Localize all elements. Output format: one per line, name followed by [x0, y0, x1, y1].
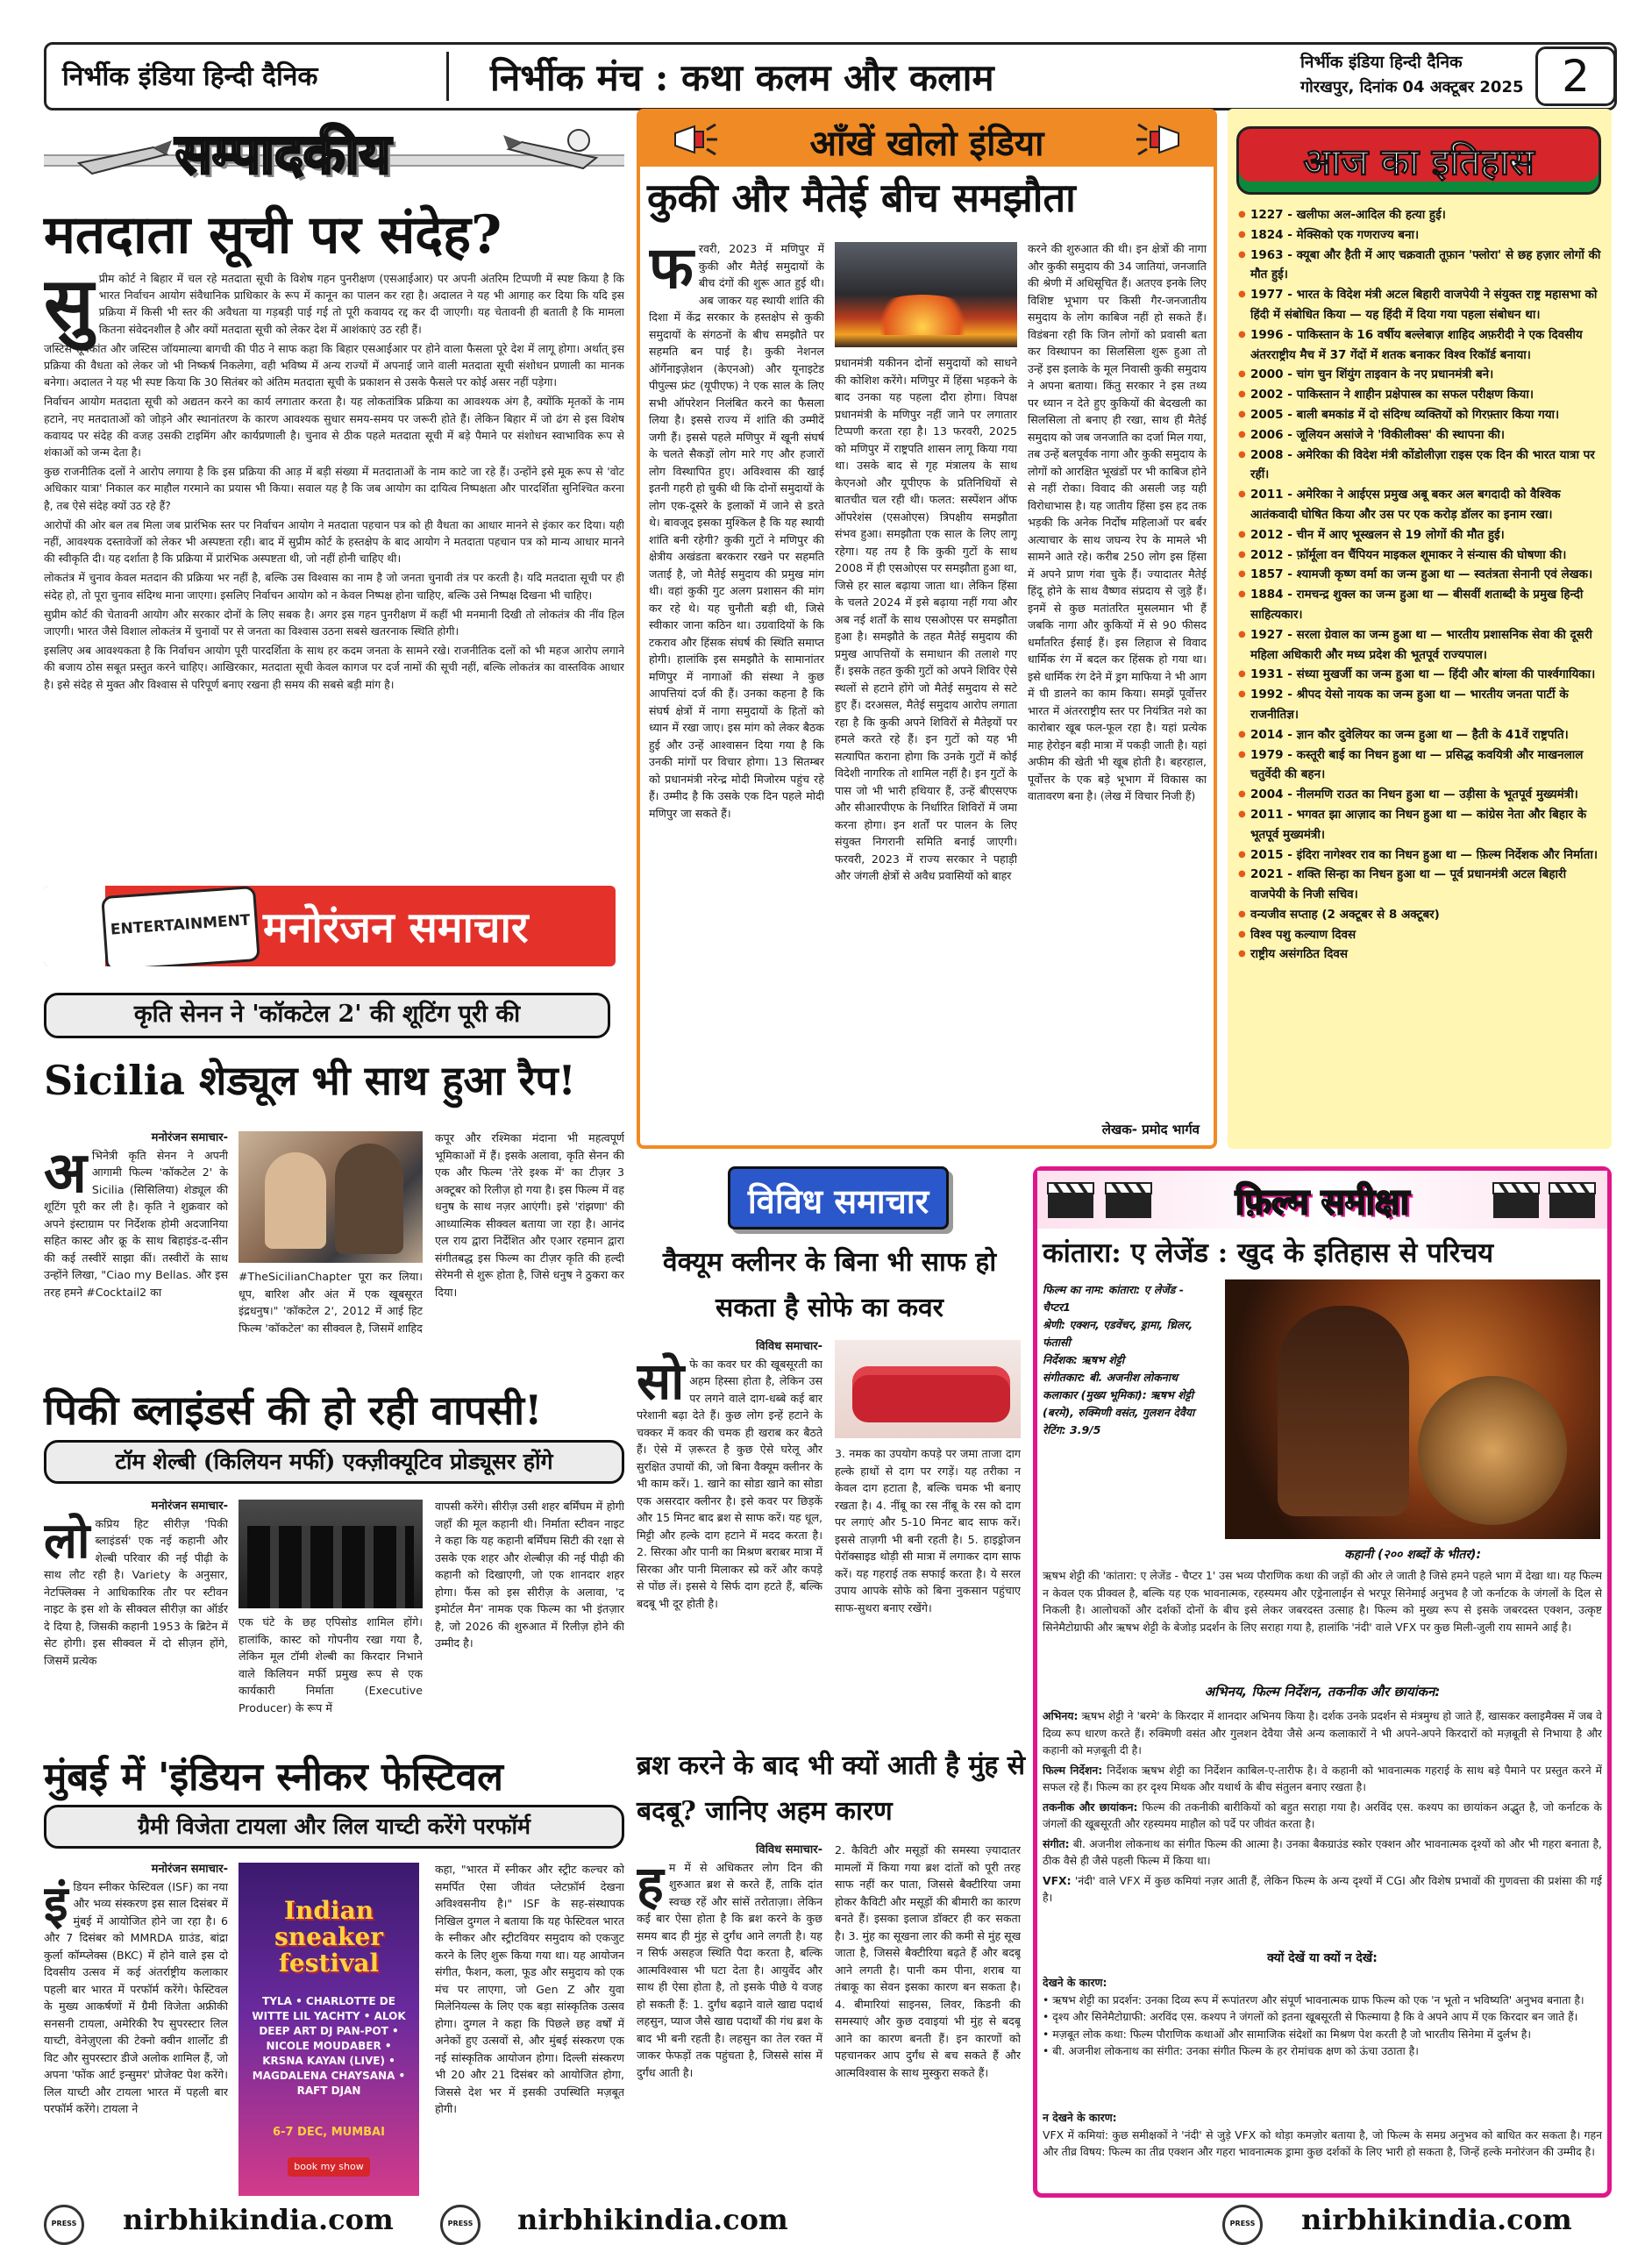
film-skip-text: VFX में कमियां: कुछ समीक्षकों ने 'नंदी' से जुड़े VFX को थोड़ा कमज़ोर बताया है, जो फिल्म के समग्र अनुभव को बाधित कर सकता है। गहन और तीव्र विषय: फिल्म का तीव्र एक्शन और गहरा भावनात्मक ड्रामा कुछ दर्शकों के लिए भारी हो सकता है, जिन्हें हल्के मनोरंजन की उम्मीद है।	[1043, 2127, 1602, 2158]
megaphone-icon-right	[1136, 121, 1182, 158]
film-watch-item: • दृश्य और सिनेमैटोग्राफी: अरविंद एस. कश्यप ने जंगलों को इतना खूबसूरती से फिल्माया है कि वे अपने आप में एक किरदार बन जाते हैं।	[1043, 2010, 1578, 2023]
entertainment-story3-dropcap: इं	[44, 1874, 68, 1933]
clapperboard-icon-left2	[1102, 1180, 1155, 1220]
masthead-center-title: निर्भीक मंच : कथा कलम और कलाम	[490, 56, 994, 99]
vividh-banner-title: विविध समाचार	[747, 1181, 929, 1221]
film-why-label: क्यों देखें या क्यों न देखें:	[1267, 1951, 1378, 1965]
film-skip	[1043, 2109, 1602, 2193]
masthead-divider	[446, 52, 449, 101]
history-item: ● 1963 - क्यूबा और हैती में आए चक्रवाती तूफ़ान 'फ्लोरा' से छह हज़ार लोगों की मौत हुई।	[1238, 246, 1605, 286]
photo-person-b	[335, 1144, 403, 1254]
ankhen-headline: कुकी और मैतेई बीच समझौता	[647, 175, 1076, 221]
entertainment-banner-title: मनोरंजन समाचार	[263, 903, 529, 952]
vividh-story1-dropcap: सो	[637, 1351, 685, 1411]
history-list	[1238, 205, 1605, 965]
footer-site-right[interactable]: nirbhikindia.com	[1301, 2203, 1572, 2236]
editorial-banner: सम्पादकीय	[175, 122, 391, 186]
history-item: ● 2008 - अमेरिका की विदेश मंत्री कोंडोलीज़ा राइस एक दिन की भारत यात्रा पर रहीं।	[1238, 445, 1605, 486]
entertainment-story3-subhead: ग्रैमी विजेता टायला और लिल याच्टी करेंगे परफॉर्म	[44, 1805, 624, 1849]
history-item: ● वन्यजीव सप्ताह (2 अक्टूबर से 8 अक्टूबर)	[1238, 905, 1605, 925]
film-headline: कांतारा: ए लेजेंड : खुद के इतिहास से परिचय	[1043, 1237, 1494, 1269]
vividh-story2-dropcap: ह	[637, 1854, 664, 1914]
clapperboard-icon-right2	[1546, 1180, 1599, 1220]
ankhen-col3: करने की शुरुआत की थी। इन क्षेत्रों की नागा और कुकी समुदाय की 34 जातियां, जनजाति की श्रेणी में अधिसूचित हैं। अतएव इनके लिए विशिष्ट भूभाग पर किसी गैर-जनजातीय समुदाय के लोग काबिज नहीं हो सकते हैं। विडंबना रही कि जिन लोगों को प्रवासी बता कर विस्थापन का सिलसिला शुरू हुआ तो उन्हें इस इलाके के मूल निवासी कुकी समुदाय ने अपना बताया। किंतु सरकार ने इस तथ्य पर ध्यान न देते हुए कुकियों की बेदखली का सिलसिला तो बनाए ही रखा, साथ ही मैतेई समुदाय को जब जनजाति का दर्जा मिल गया, तब उन्हें बलपूर्वक नागा और कुकी समुदाय के लोगों को आरक्षित भूखंडों पर भी काबिज होने से नहीं रोका। विवाद की असली जड़ यही विरोधाभास है। यह जातीय हिंसा इस हद तक भड़की कि अनेक निर्दोष महिलाओं पर बर्बर अत्याचार के साथ जघन्य रेप के मामले भी सामने आते रहे। करीब 250 लोग इस हिंसा में अपने प्राण गंवा चुके हैं। ज्यादातर मैतेई हिंदू होने के साथ वैष्णव संप्रदाय से जुड़े हैं। इनमें से कुछ मतांतरित मुसलमान भी हैं जबकि नागा और कुकियों में से 90 फीसद धर्मांतरित ईसाई हैं। इस लिहाज से विवाद धार्मिक रंग में बदल कर हिंसक हो गया था। इसे धार्मिक रंग देने में ड्रग माफिया ने भी आग में घी डालने का काम किया। समझें पूर्वोत्तर भारत में अंतरराष्ट्रीय स्तर पर नियंत्रित नशे का कारोबार खूब फल-फूल रहा है। यहां प्रत्येक माह हेरोइन बड़ी मात्रा में पकड़ी जाती है। यहां अफीम की खेती भी खूब होती है। बहरहाल, पूर्वोत्तर के एक बड़े भूभाग में विकास का वातावरण बना है। (लेख में विचार निजी हैं)	[1028, 242, 1207, 802]
photo-silhouettes	[247, 1526, 414, 1608]
film-para-acting: अभिनय: ऋषभ शेट्टी ने 'बरमे' के किरदार में शानदार अभिनय किया है। दर्शक उनके प्रदर्शन से मंत्रमुग्ध हो जाते हैं, खासकर क्लाइमैक्स में जब वे दिव्य रूप धारण करते हैं। रुक्मिणी वसंत और गुलशन देवैया जैसे अन्य कलाकारों ने भी अपने-अपने किरदारों को मज़बूती से निभाया है और कहानी को मज़बूती दी है।	[1043, 1709, 1602, 1757]
film-para-music: संगीत: बी. अजनीश लोकनाथ का संगीत फिल्म की आत्मा है। उनका बैकग्राउंड स्कोर एक्शन और भावनात्मक दृश्यों को और भी गहरा बनाता है, ठीक वैसे ही जैसे पहली फिल्म में किया था।	[1043, 1836, 1602, 1867]
entertainment-story2-col3: वापसी करेंगे। सीरीज़ उसी शहर बर्मिंघम में होगी जहाँ की मूल कहानी थी। निर्माता स्टीवन नाइट ने कहा कि यह कहानी बर्मिंघम सिटी की रक्षा से उसके एक शहर और शेल्बीज़ की नई पीढ़ी की कहानी को दिखाएगी, जो एक शानदार शहर होगा। फैंस को इस सीरीज़ के अलावा, 'द इमोर्टल मैन' नामक एक फिल्म का भी इंतज़ार है, जो 2026 की शुरुआत में रिलीज़ होने की उम्मीद है।	[435, 1500, 624, 1650]
ankhen-col1: फ रवरी, 2023 में मणिपुर में कुकी और मैतेई समुदायों के बीच दंगों की शुरू आत हुई थी। अब जाकर यह स्थायी शांति की दिशा में केंद्र सरकार के हस्तक्षेप से कुकी समुदायों के संगठनों के बीच समझौते पर सहमति बन पाई है। कुकी नेशनल ऑर्गेनाइज़ेशन (केएनओ) और यूनाइटेड पीपुल्स फ्रंट (यूपीएफ) ने एक साल के लिए सभी ऑपरेशन निलंबित करने का फैसला लिया है। इससे राज्य में शांति की उम्मीदें जगी हैं। इससे पहले मणिपुर में खूनी संघर्ष के चलते सैकड़ों लोग मारे गए और हजारों लोग विस्थापित हुए। अविश्वास की खाई इतनी गहरी हो चुकी थी कि दोनों समुदायों के लोग एक-दूसरे के इलाकों में जाने से डरते थे। बावजूद इसका मुश्किल है कि यह स्थायी शांति बनी रहेगी? कुकी गुटों ने मणिपुर की क्षेत्रीय अखंडता बरकरार रखने पर सहमति जताई है, जो मैतेई समुदाय की प्रमुख मांग थी। वहां कुकी गुट अलग प्रशासन की मांग कर रहे थे। यह चुनौती बड़ी थी, जिसे स्वीकार जाना कठिन था। उग्रवादियों के कि टकराव और हिंसक संघर्ष की स्थिति समाप्त होगी। हालांकि इस समझौते के सामानांतर मणिपुर में नागाओं की संस्था ने कुछ आपत्तियां दर्ज की हैं। उनका कहना है कि संघर्ष क्षेत्रों में नागा समुदायों के हितों को ध्यान में रखा जाए। इस मांग को लेकर बैठक हुई और उन्हें आश्वासन दिया गया है कि उनकी मांगों पर विचार होगा। 13 सितम्बर को प्रधानमंत्री नरेन्द्र मोदी मिजोरम पहुंच रहे हैं। उम्मीद है कि उसके एक दिन पहले मोदी मणिपुर जा सकते हैं।	[649, 240, 824, 820]
film-watch	[1043, 1974, 1602, 2106]
photo-person-a	[265, 1152, 326, 1249]
entertainment-story2-headline: पिकी ब्लाइंडर्स की हो रही वापसी!	[44, 1386, 543, 1434]
history-item: ● 2002 - पाकिस्तान ने शाहीन प्रक्षेपास्त्र का सफल परीक्षण किया।	[1238, 385, 1605, 405]
history-item: ● 1992 - श्रीपद येसो नायक का जन्म हुआ था — भारतीय जनता पार्टी के राजनीतिज्ञ।	[1238, 685, 1605, 725]
editorial-paragraph: निर्वाचन आयोग मतदाता सूची को अद्यतन करने का कार्य लगातार करता है। यह लोकतांत्रिक प्रक्रिया का आवश्यक अंग है, क्योंकि मृतकों के नाम हटाने, नए मतदाताओं को जोड़ने और स्थानांतरण के कारण आवश्यक सुधार समय-समय पर जरूरी होते हैं। लेकिन बिहार में जो ढंग से इस विशेष कवायद पर संदेह की वजह उसकी टाइमिंग और कार्यप्रणाली है। चुनाव से ठीक पहले मतदाता सूची में बड़े पैमाने पर संशोधन स्वाभाविक रूप से शंकाओं को जन्म देता है।	[44, 395, 624, 460]
history-item: ● 2011 - भगवत झा आज़ाद का निधन हुआ था — कांग्रेस नेता और बिहार के भूतपूर्व मुख्यमंत्री।	[1238, 805, 1605, 845]
entertainment-story2-subhead: टॉम शेल्बी (किलियन मर्फी) एक्ज़ीक्यूटिव प्रोड्यूसर होंगे	[44, 1440, 624, 1484]
masthead-left-title: निर्भीक इंडिया हिन्दी दैनिक	[62, 61, 318, 92]
history-item: ● 2011 - अमेरिका ने आईएस प्रमुख अबू बकर अल बगदादी को वैश्विक आतंकवादी घोषित किया और उस पर एक करोड़ डॉलर का इनाम रखा।	[1238, 485, 1605, 525]
vividh-story1-headline: वैक्यूम क्लीनर के बिना भी साफ हो सकता है सोफे का कवर	[662, 1247, 997, 1323]
film-info-rating: रेटिंग: 3.9/5	[1043, 1423, 1101, 1436]
ankhen-byline: लेखक- प्रमोद भार्गव	[1101, 1122, 1200, 1137]
pen-icon-left	[70, 128, 175, 189]
history-item: ● 2021 - शक्ति सिन्हा का निधन हुआ था — पूर्व प्रधानमंत्री अटल बिहारी वाजपेयी के निजी सचिव।	[1238, 865, 1605, 905]
editorial-paragraph: सुप्रीम कोर्ट की चेतावनी आयोग और सरकार दोनों के लिए सबक है। अगर इस गहन पुनरीक्षण में कहीं भी मनमानी दिखी तो लोकतंत्र की नींव हिल जाएगी। भारत जैसे विशाल लोकतंत्र में चुनावों पर से जनता का विश्वास उठना सबसे खतरनाक स्थिति होगी।	[44, 607, 624, 638]
editorial-paragraph: आरोपों की ओर बल तब मिला जब प्रारंभिक स्तर पर निर्वाचन आयोग ने मतदाता पहचान पत्र को ही वैधता का आधार मानने से इंकार कर दिया। यही नहीं, आवश्यक दस्तावेजों को लेकर भी अस्पष्टता रही। बाद में सुप्रीम कोर्ट के हस्तक्षेप के बाद आयोग ने मतदाता पहचान पत्र को मान्य आधार मानने की स्वीकृति दी। यह दर्शाता है कि प्रक्रिया में प्रारंभिक अस्पष्टता थी, जो नहीं होनी चाहिए थी।	[44, 517, 624, 566]
film-info-cast: कलाकार (मुख्य भूमिका): ऋषभ शेट्टी (बरमे), रुक्मिणी वसंत, गुलशन देवैया	[1043, 1388, 1195, 1419]
film-skip-label: न देखने के कारण:	[1043, 2111, 1117, 2124]
editorial-section	[44, 116, 624, 870]
film-banner-title: फ़िल्म समीक्षा	[1235, 1181, 1410, 1222]
editorial-paragraph: लोकतंत्र में चुनाव केवल मतदान की प्रक्रिया भर नहीं है, बल्कि उस विश्वास का नाम है जो जनता चुनावी तंत्र पर करती है। यदि मतदाता सूची पर ही संदेह हो, तो पूरा चुनाव संदिग्ध माना जाएगा। इसलिए निर्वाचन आयोग को न केवल निष्पक्ष होना चाहिए, बल्कि उसे निष्पक्ष दिखना भी चाहिए।	[44, 571, 624, 602]
entertainment-logo-text: ENTERTAINMENT	[110, 911, 252, 939]
history-item: ● 2005 - बाली बमकांड में दो संदिग्ध व्यक्तियों को गिरफ़्तार किया गया।	[1238, 405, 1605, 425]
film-info-title: फिल्म का नाम: कांतारा: ए लेजेंड - चैप्टर1	[1043, 1283, 1184, 1314]
vividh-story1-col1: विविध समाचार- सो फे का कवर घर की खूबसूरती का अहम हिस्सा होता है, लेकिन उस पर लगने वाले दाग-धब्बे कई बार परेशानी बढ़ा देते हैं। कुछ लोग इन्हें हटाने के चक्कर में कवर की चमक ही खराब कर बैठते हैं। ऐसे में ज़रूरत है कुछ ऐसे घरेलू और सुरक्षित उपायों की, जो बिना वैक्यूम क्लीनर के भी काम करें। 1. खाने का सोडा खाने का सोडा एक असरदार क्लीनर है। इसे कवर पर छिड़कें और 15 मिनट बाद ब्रश से साफ करें। यह धूल, मिट्टी और हल्के दाग हटाने में मदद करता है। 2. सिरका और पानी का मिश्रण बराबर मात्रा में सिरका और पानी मिलाकर स्प्रे करें और कपड़े से पोंछ लें। इससे ये सिर्फ दाग हटते हैं, बल्कि बदबू भी दूर होती है।	[637, 1340, 822, 1610]
editorial-headline: मतदाता सूची पर संदेह?	[44, 204, 502, 266]
sofa-shape	[852, 1366, 1010, 1422]
history-item: ● 1884 - रामचन्द्र शुक्ल का जन्म हुआ था — बीसवीं शताब्दी के प्रमुख हिन्दी साहित्यकार।	[1238, 585, 1605, 625]
history-item: ● 2004 - नीलमणि राउत का निधन हुआ था — उड़ीसा के भूतपूर्व मुख्यमंत्री।	[1238, 785, 1605, 805]
entertainment-story2-byline: मनोरंजन समाचार-	[151, 1500, 228, 1513]
entertainment-story3-headline: मुंबई में 'इंडियन स्नीकर फेस्टिवल	[44, 1755, 503, 1800]
entertainment-story1	[44, 1130, 624, 1354]
press-logo-icon: PRESS	[1222, 2205, 1263, 2245]
history-item: ● 2000 - चांग चुन शिंयुंग ताइवान के नए प्रधानमंत्री बने।	[1238, 365, 1605, 385]
peaky-blinders-photo	[239, 1500, 423, 1608]
history-item: ● राष्ट्रीय असंगठित दिवस	[1238, 944, 1605, 965]
film-para-technique: तकनीक और छायांकन: फिल्म की तकनीकी बारीकियों को बहुत सराहा गया है। अरविंद एस. कश्यप का छायांकन अद्भुत है, जो कर्नाटक के जंगलों की खूबसूरती और रहस्यमय माहौल को पर्दे पर जीवंत करता है।	[1043, 1800, 1602, 1830]
history-item: ● 2012 - फ़ॉर्मूला वन चैंपियन माइकल शूमाकर ने संन्यास की घोषणा की।	[1238, 545, 1605, 566]
entertainment-story3	[44, 1861, 624, 2198]
history-item: ● 2015 - इंदिरा नागेश्वर राव का निधन हुआ था — फ़िल्म निर्देशक और निर्माता।	[1238, 845, 1605, 866]
vividh-story2-headline: ब्रश करने के बाद भी क्यों आती है मुंह से बदबू? जानिए अहम कारण	[637, 1750, 1026, 1827]
kantara-poster	[1225, 1279, 1600, 1539]
clapperboard-icon-left	[1044, 1180, 1097, 1220]
history-banner-title: आज का इतिहास	[1303, 140, 1535, 183]
history-item: ● 1977 - भारत के विदेश मंत्री अटल बिहारी वाजपेयी ने संयुक्त राष्ट्र महासभा को हिंदी में संबोधित किया — यह हिंदी में दिया गया पहला संबोधन था।	[1238, 285, 1605, 325]
editorial-paragraph: इसलिए अब आवश्यकता है कि निर्वाचन आयोग पूरी पारदर्शिता के साथ हर कदम जनता के सामने रखे। राजनीतिक दलों को भी महज आरोप लगाने की बजाय ठोस सबूत प्रस्तुत करने चाहिए। आखिरकार, मतदाता सूची केवल कागज पर दर्ज नामों की सूची नहीं, बल्कि लोकतंत्र का वास्तविक आधार है। इसे संदेह से मुक्त और विश्वास से परिपूर्ण बनाए रखना ही समय की सबसे बड़ी मांग है।	[44, 644, 624, 691]
ankhen-col2: प्रधानमंत्री यकीनन दोनों समुदायों को साधने की कोशिश करेंगे। मणिपुर में हिंसा भड़कने के बाद उनका यह पहला दौरा होगा। विपक्ष प्रधानमंत्री के मणिपुर नहीं जाने पर लगातार टिप्पणी करता रहा है। 13 फरवरी, 2025 को मणिपुर में राष्ट्रपति शासन लागू किया गया था। उसके बाद से गृह मंत्रालय के साथ केएनओ और यूपीएफ के प्रतिनिधियों से बातचीत चल रही थी। फलत: सस्पेंशन ऑफ ऑपरेशंस (एसओएस) त्रिपक्षीय समझौता संभव हुआ। समझौता एक साल के लिए लागू रहेगा। यह तय है कि कुकी गुटों के साथ 2008 में ही एसओएस पर समझौता हुआ था, जिसे हर साल बढ़ाया जाता था। लेकिन हिंसा के चलते 2024 में इसे बढ़ाया नहीं गया और अब नई शर्तों के साथ एसओएस पर समझौता हुआ है। समझौते के तहत मैतेई समुदाय की प्रमुख आपत्तियों के समाधान की तलाशे गए हैं। इसके तहत कुकी गुटों को अपने शिविर ऐसे स्थलों से हटाने होंगे जो मैतेई समुदाय से सटे हुए हैं। दरअसल, मैतेई समुदाय आरोप लगाता रहा है कि कुकी अपने शिविरों से मैतेइयों पर हमले करते रहे हैं। इन गुटों को यह भी सत्यापित कराना होगा कि उनके गुटों में कोई विदेशी नागरिक तो शामिल नहीं है। इन गुटों के पास जो भी भारी हथियार हैं, उन्हें बीएसएफ और सीआरपीएफ के निर्धारित शिविरों में जमा करना होगा। इन शर्तों पर पालन के लिए संयुक्त निगरानी समिति बनाई जाएगी। फरवरी, 2023 में राज्य सरकार ने पहाड़ी और जंगली क्षेत्रों से अवैध प्रवासियों को बाहर	[835, 356, 1017, 882]
entertainment-story1-byline: मनोरंजन समाचार-	[151, 1131, 228, 1144]
kriti-sanon-photo	[239, 1131, 423, 1263]
history-item: ● 2006 - जूलियन असांजे ने 'विकीलीक्स' की स्थापना की।	[1238, 425, 1605, 445]
entertainment-story2-col2: एक घंटे के छह एपिसोड शामिल होंगे। हालांकि, कास्ट को गोपनीय रखा गया है, लेकिन मूल टॉमी शेल्बी का किरदार निभाने वाले किलियन मर्फी प्रमुख रूप से एक कार्यकारी निर्माता (Executive Producer) के रूप में	[239, 1615, 423, 1714]
history-banner	[1236, 126, 1601, 195]
film-info	[1043, 1281, 1214, 1544]
entertainment-logo	[101, 886, 260, 966]
clapperboard-icon-right	[1490, 1180, 1542, 1220]
entertainment-story2-col1: मनोरंजन समाचार- लो कप्रिय हिट सीरीज़ 'पिकी ब्लाइंडर्स' एक नई कहानी और शेल्बी परिवार की नई पीढ़ी के साथ लौट रही है। Variety के अनुसार, नेटफ्लिक्स ने आधिकारिक तौर पर स्टीवन नाइट के इस शो के सीक्वल सीरीज़ का ऑर्डर दे दिया है, जिसकी कहानी 1953 के ब्रिटेन में सेट होगी। इस सीक्वल में दो सीज़न होंगे, जिसमें प्रत्येक	[44, 1500, 228, 1667]
history-section	[1228, 109, 1612, 1149]
vividh-story1-byline: विविध समाचार-	[756, 1340, 822, 1353]
poster-title: Indian sneaker festival	[274, 1896, 384, 1978]
vividh-story1	[637, 1338, 1022, 1724]
masthead	[44, 42, 1617, 110]
editorial-paragraph: जस्टिस सूर्यकांत और जस्टिस जॉयमाल्या बागची की पीठ ने साफ कहा कि बिहार एसआईआर पर होने वाला फैसला पूरे देश में लागू होगा। अर्थात् इस प्रक्रिया की वैधता को लेकर जो भी निष्कर्ष निकलेगा, वही भविष्य में अन्य राज्यों में अपनाई जाने वाली मतदाता सूची संशोधन प्रणाली का मानक बनेगा। अदालत ने यह भी स्पष्ट किया कि 30 सितंबर को अंतिम मतदाता सूची के प्रकाशन से उसके फैसले पर कोई असर नहीं पड़ेगा।	[44, 341, 624, 389]
vividh-story2-col1: विविध समाचार- ह म में से अधिकतर लोग दिन की शुरुआत ब्रश से करते हैं, ताकि दांत स्वच्छ रहें और सांसें तरोताज़ा। लेकिन कई बार ऐसा होता है कि ब्रश करने के कुछ समय बाद ही मुंह से दुर्गंध आने लगती है। यह न सिर्फ असहज स्थिति पैदा करता है, बल्कि आत्मविश्वास भी घटा देता है। आयुर्वेद और साथ ही ऐसा होता है, तो इसके पीछे ये वजह हो सकती हैं: 1. दुर्गंध बढ़ाने वाले खाद्य पदार्थ लहसुन, प्याज जैसे खाद्य पदार्थों की गंध ब्रश के बाद भी बनी रहती है। लहसुन का तेल रक्त में जाकर फेफड़ों तक पहुंचता है, जिससे सांस में दुर्गंध आती है।	[637, 1843, 822, 2079]
poster-lineup: TYLA • CHARLOTTE DE WITTE LIL YACHTY • ALOK DEEP ART DJ PAN-POT • NICOLE MOUDABER • KRSNA KAYAN (LIVE) • MAGDALENA CHAYSANA • RAFT DJAN	[252, 1995, 406, 2097]
vividh-story2-byline: विविध समाचार-	[756, 1843, 822, 1857]
film-story-label: कहानी (२०० शब्दों के भीतर):	[1343, 1548, 1482, 1562]
film-para-vfx: VFX: 'नंदी' वाले VFX में कुछ कमियां नज़र आती हैं, लेकिन फिल्म के अन्य दृश्यों में CGI और विशेष प्रभावों की गुणवत्ता की प्रशंसा की गई है।	[1043, 1873, 1602, 1904]
entertainment-story1-headline: Sicilia शेड्यूल भी साथ हुआ रैप!	[44, 1057, 576, 1104]
footer-site-center[interactable]: nirbhikindia.com	[517, 2203, 788, 2236]
film-info-genre: श्रेणी: एक्शन, एडवेंचर, ड्रामा, थ्रिलर, फंतासी	[1043, 1318, 1193, 1349]
ankhen-banner-title: आँखें खोलो इंडिया	[809, 123, 1044, 164]
film-watch-item: • मज़बूत लोक कथा: फिल्म पौराणिक कथाओं और सामाजिक संदेशों का मिश्रण पेश करती है जो भारतीय सिनेमा में दुर्लभ है।	[1043, 2027, 1532, 2041]
ankhen-section	[637, 109, 1217, 1149]
ankhen-dropcap: फ	[649, 240, 694, 302]
entertainment-story1-col3: कपूर और रश्मिका मंदाना भी महत्वपूर्ण भूमिकाओं में हैं। इसके अलावा, कृति सेनन की एक और फिल्म 'तेरे इश्क में' का टीज़र 3 अक्टूबर को रिलीज़ हो गया है। इस फिल्म में वह धनुष के साथ नज़र आएंगी। इसे 'रांझणा' की आध्यात्मिक सीक्वल बताया जा रहा है। आनंद एल राय द्वारा निर्देशित और एआर रहमान द्वारा संगीतबद्ध इस फिल्म का टीज़र कृति की हल्दी सेरेमनी से शुरू होता है, जिसे धनुष ने ठुकरा कर दिया।	[435, 1131, 624, 1299]
entertainment-story2-dropcap: लो	[44, 1511, 90, 1570]
entertainment-story3-col1: मनोरंजन समाचार- इं डियन स्नीकर फेस्टिवल (ISF) का नया और भव्य संस्करण इस साल दिसंबर में मुंबई में आयोजित होने जा रहा है। 6 और 7 दिसंबर को MMRDA ग्राउंड, बांद्रा कुर्ला कॉम्प्लेक्स (BKC) में होने वाले इस दो दिवसीय उत्सव में कई अंतर्राष्ट्रीय कलाकार पहली बार भारत में परफॉर्म करेंगे। फेस्टिवल के मुख्य आकर्षणों में ग्रैमी विजेता अफ्रीकी सनसनी टायला, अमेरिकी रैप सुपरस्टार लिल याच्टी, वेनेज़ुएला की टेक्नो क्वीन शार्लोट डी विट और सुपरस्टार डीजे अलोक शामिल हैं, जो अपना 'फोंक आर्ट इन्सुमर' प्रोजेक्ट पेश करेंगे। लिल याच्टी और टायला भारत में पहली बार परफॉर्म करेंगे। टायला ने	[44, 1863, 228, 2115]
history-item: ● 1996 - पाकिस्तान के 16 वर्षीय बल्लेबाज़ शाहिद अफ़रीदी ने एक दिवसीय अंतरराष्ट्रीय मैच में 37 गेंदों में शतक बनाकर विश्व रिकॉर्ड बनाया।	[1238, 325, 1605, 366]
film-story: ऋषभ शेट्टी की 'कांतारा: ए लेजेंड - चैप्टर 1' उस भव्य पौराणिक कथा की जड़ों की ओर ले जाती है जिसे हमने पहले भाग में देखा था। यह फिल्म न केवल एक प्रीक्वल है, बल्कि यह एक भावनात्मक, रहस्यमय और एड्रेनालाईन से भरपूर सिनेमाई अनुभव है जो कर्नाटक के जंगलों के दिल से निकली है। आलोचकों और दर्शकों दोनों के बीच इसे लेकर जबरदस्त उत्साह है। फिल्म को मुख्य रूप से इसके जबरदस्त एक्शन, उत्कृष्ट सिनेमैटोग्राफी और ऋषभ शेट्टी के बेजोड़ प्रदर्शन के लिए सराहा गया है, हालांकि 'नंदी' वाले VFX पर कुछ मिली-जुली राय सामने आई है।	[1043, 1569, 1602, 1634]
film-section	[1033, 1166, 1612, 2198]
entertainment-banner	[44, 886, 616, 966]
history-list-wrap	[1238, 205, 1605, 1144]
page-number: 2	[1562, 51, 1590, 102]
editorial-paragraph: कुछ राजनीतिक दलों ने आरोप लगाया है कि इस प्रक्रिया की आड़ में बड़ी संख्या में मतदाताओं के नाम काटे जा रहे हैं। उन्होंने इसे मूक रूप से 'वोट अधिकार यात्रा' निकाल कर माहौल गरमाने का प्रयास भी किया। सवाल यह है कि जब आयोग का दायित्व निष्पक्षता और पारदर्शिता सुनिश्चित करना है, तब ऐसे संदेह क्यों उठ रहे हैं?	[44, 465, 624, 512]
film-para-direction: फिल्म निर्देशन: निर्देशक ऋषभ शेट्टी का निर्देशन काबिल-ए-तारीफ है। वे कहानी को भावनात्मक गहराई के साथ बड़े पैमाने पर प्रस्तुत करने में सफल रहे हैं। फिल्म का हर दृश्य मिथक और यथार्थ के बीच संतुलन बनाए रखता है।	[1043, 1763, 1602, 1793]
pen-icon-right	[500, 123, 605, 184]
masthead-paper-name: निर्भीक इंडिया हिन्दी दैनिक	[1300, 53, 1463, 72]
film-watch-item: • बी. अजनीश लोकनाथ का संगीत: उनका संगीत फिल्म के हर रोमांचक क्षण को ऊंचा उठाता है।	[1043, 2044, 1419, 2057]
history-item: ● 1857 - श्यामजी कृष्ण वर्मा का जन्म हुआ था — स्वतंत्रता सेनानी एवं लेखक।	[1238, 565, 1605, 585]
history-item: ● 1824 - मेक्सिको एक गणराज्य बना।	[1238, 225, 1605, 246]
photo-flames	[870, 295, 975, 335]
history-item: ● 1979 - कस्तूरी बाई का निधन हुआ था — प्रसिद्ध कवयित्री और माखनलाल चतुर्वेदी की बहन।	[1238, 745, 1605, 786]
history-item: ● 1927 - सरला ग्रेवाल का जन्म हुआ था — भारतीय प्रशासनिक सेवा की दूसरी महिला अधिकारी और मध्य प्रदेश की भूतपूर्व राज्यपाल।	[1238, 625, 1605, 666]
entertainment-story1-subhead: कृति सेनन ने 'कॉकटेल 2' की शूटिंग पूरी की	[44, 993, 610, 1038]
film-paras	[1043, 1707, 1602, 1944]
poster-dates: 6-7 DEC, MUMBAI	[273, 2126, 385, 2139]
history-item: ● 1931 - संध्या मुखर्जी का जन्म हुआ था — हिंदी और बांग्ला की पार्श्वगायिका।	[1238, 665, 1605, 685]
entertainment-story3-byline: मनोरंजन समाचार-	[151, 1863, 228, 1876]
masthead-date: गोरखपुर, दिनांक 04 अक्टूबर 2025	[1300, 78, 1524, 96]
entertainment-story3-col3: कहा, "भारत में स्नीकर और स्ट्रीट कल्चर को समर्पित ऐसा जीवंत प्लेटफ़ॉर्म देखना अविश्वसनीय है।" ISF के सह-संस्थापक निखिल दुग्गल ने बताया कि यह फेस्टिवल भारत के स्नीकर और स्ट्रीटवियर समुदाय को एकजुट करने के लिए शुरू किया गया था। यह आयोजन संगीत, फैशन, कला, फूड और समुदाय को एक मंच पर लाएगा, जो Gen Z और युवा मिलेनियल्स के लिए एक बड़ा सांस्कृतिक उत्सव होगा। दुग्गल ने कहा कि पिछले छह वर्षों में अनेकों हुए उत्सवों से, और मुंबई संस्करण एक नई सांस्कृतिक आयोजन होगा। दिल्ली संस्करण भी 20 और 21 दिसंबर को आयोजित होगा, जिससे देश भर में इसकी उपस्थिति मज़बूत होगी।	[435, 1863, 624, 2115]
film-watch-label: देखने के कारण:	[1043, 1976, 1107, 1989]
poster-figure	[1278, 1306, 1409, 1516]
press-logo-icon: PRESS	[44, 2205, 84, 2245]
film-section-label: अभिनय, फिल्म निर्देशन, तकनीक और छायांकन:	[1204, 1684, 1441, 1700]
footer-site-left[interactable]: nirbhikindia.com	[123, 2203, 394, 2236]
poster-drum	[1418, 1376, 1567, 1525]
entertainment-story1-col1: मनोरंजन समाचार- अ भिनेत्री कृति सेनन ने अपनी आगामी फिल्म 'कॉकटेल 2' के Sicilia (सिसिलिया) शेड्यूल की शूटिंग पूरी कर ली है। कृति ने शुक्रवार को अपने इंस्टाग्राम पर निर्देशक होमी अदजानिया सहित कास्ट और क्रू के साथ बिहाइंड-द-सीन की कई तस्वीरें साझा कीं। तस्वीरों के साथ उन्होंने लिखा, "Ciao my Bellas. और इस तरह हमने #Cocktail2 का	[44, 1131, 228, 1299]
manipur-fire-photo	[835, 242, 1017, 347]
vividh-story2-col2: 2. कैविटी और मसूड़ों की समस्या ज़्यादातर मामलों में किया गया ब्रश दांतों को पूरी तरह साफ नहीं कर पाता, जिससे बैक्टीरिया जमा होकर कैविटी और मसूड़ों की बीमारी का कारण बनते हैं। इसका इलाज डॉक्टर ही कर सकता है। 3. मुंह का सूखना लार की कमी से मुंह सूख जाता है, जिससे बैक्टीरिया बढ़ते हैं और बदबू आने लगती है। पानी कम पीना, शराब या तंबाकू का सेवन इसका कारण बन सकता है। 4. बीमारियां साइनस, लिवर, किडनी की समस्याएं और कुछ दवाइयां भी मुंह से बदबू आने का कारण बनती हैं। इन कारणों को पहचानकर आप दुर्गंध से बच सकते हैं और आत्मविश्वास के साथ मुस्कुरा सकते हैं।	[835, 1843, 1021, 2079]
editorial-paragraph: प्रीम कोर्ट ने बिहार में चल रहे मतदाता सूची के विशेष गहन पुनरीक्षण (एसआईआर) पर अपनी अंतरिम टिप्पणी में स्पष्ट किया है कि भारत निर्वाचन आयोग संवैधानिक प्राधिकार के रूप में कानून का पालन कर रहा है। अदालत ने यह भी आगाह कर दिया कि यदि इस प्रक्रिया में किसी भी स्तर की अवैधता या गड़बड़ी पाई गई तो पूरी कवायद रद्द कर दी जाएगी। यह चेतावनी ही बताती है कि मामला कितना संवेदनशील है और क्यों मतदाता सूची को लेकर देश में आशंकाएं उठ रही हैं।	[98, 272, 624, 336]
editorial-dropcap: सु	[44, 270, 94, 347]
sneaker-festival-poster	[239, 1863, 419, 2196]
vividh-story1-col2: 3. नमक का उपयोग कपड़े पर जमा ताजा दाग हल्के हाथों से दाग पर रगड़ें। यह तरीका न केवल दाग हटाता है, बल्कि चमक भी बनाए रखता है। 4. नींबू का रस नींबू के रस को दाग पर लगाएं और 5-10 मिनट बाद साफ करें। इससे ताज़गी भी बनी रहती है। 5. हाइड्रोजन पेरॉक्साइड थोड़ी सी मात्रा में लगाकर दाग साफ करें। यह गहराई तक सफाई करता है। ये सरल उपाय आपके सोफे को बिना नुकसान पहुंचाए साफ-सुथरा बनाए रखेंगे।	[835, 1447, 1021, 1614]
poster-ticket: book my show	[288, 2157, 370, 2177]
megaphone-icon-left	[672, 121, 717, 158]
editorial-body	[44, 270, 624, 866]
entertainment-story1-dropcap: अ	[44, 1139, 87, 1206]
page-number-box	[1535, 46, 1616, 106]
entertainment-banner-white-left	[44, 886, 105, 966]
press-logo-icon: PRESS	[440, 2205, 481, 2245]
sofa-photo	[835, 1340, 1021, 1438]
history-item: ● 1227 - खलीफा अल-आदिल की हत्या हुई।	[1238, 205, 1605, 225]
vividh-banner	[728, 1166, 949, 1229]
film-banner	[1037, 1171, 1607, 1229]
entertainment-story2	[44, 1498, 624, 1724]
film-info-music: संगीतकार: बी. अजनीश लोकनाथ	[1043, 1371, 1178, 1384]
film-info-director: निर्देशक: ऋषभ शेट्टी	[1043, 1353, 1125, 1366]
vividh-story2	[637, 1842, 1022, 2198]
ankhen-banner	[640, 112, 1214, 167]
history-item: ● 2012 - चीन में आए भूस्खलन से 19 लोगों की मौत हुई।	[1238, 525, 1605, 545]
history-item: ● विश्व पशु कल्याण दिवस	[1238, 925, 1605, 945]
history-item: ● 2014 - ज्ञान कौर दुवेलियर का जन्म हुआ था — हैती के 41वें राष्ट्रपति।	[1238, 725, 1605, 745]
entertainment-story1-col2: #TheSicilianChapter पूरा कर लिया। धूप, बारिश और अंत में एक खूबसूरत इंद्रधनुष।" 'कॉकटेल 2', 2012 में आई हिट फिल्म 'कॉकटेल' का सीक्वल है, जिसमें शाहिद	[239, 1270, 423, 1335]
film-watch-item: • ऋषभ शेट्टी का प्रदर्शन: उनका दिव्य रूप में रूपांतरण और संपूर्ण भावनात्मक ग्राफ फिल्म को एक 'न भूतो न भविष्यति' अनुभव बनाता है।	[1043, 1992, 1584, 2006]
